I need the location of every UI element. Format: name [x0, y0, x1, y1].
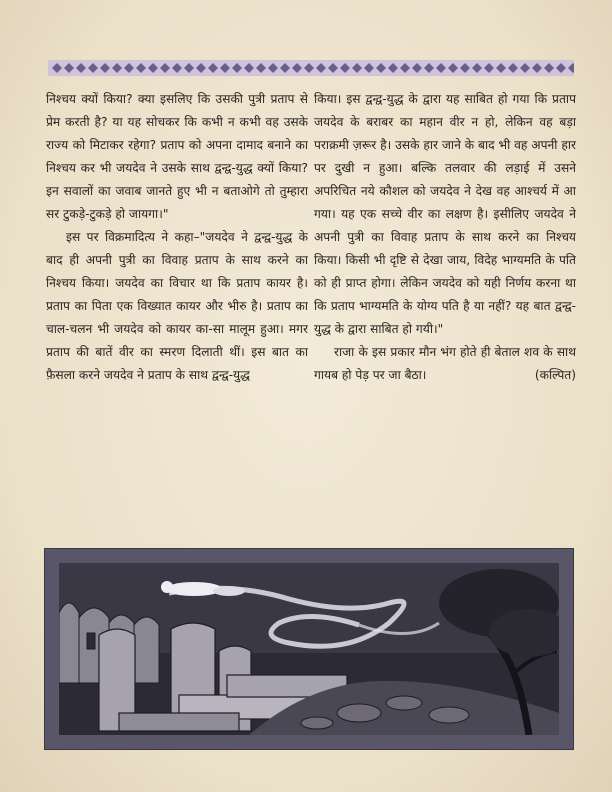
paragraph: इस पर विक्रमादित्य ने कहा–"जयदेव ने द्वन्द्व-युद्ध के बाद ही अपनी पुत्री का विवाह प्रताप के साथ करने का निश्चय किया। जयदेव का विचार था कि प्रताप कायर है। प्रताप का पिता एक विख्यात कायर और भीरु है। प्रताप का चाल-चलन भी जयदेव को कायर का-सा मालूम हुआ। मगर प्रताप की बातें वीर का स्मरण दिलाती थीं। इस बात का फ़ैसला करने जयदेव ने प्रताप के साथ द्वन्द्व-युद्ध: [46, 230, 308, 382]
article-left-column: [46, 88, 308, 536]
decorative-border-band: [48, 60, 574, 76]
article-right-column: [314, 88, 576, 536]
illustration-frame: [44, 548, 574, 750]
story-signature: (कल्पित): [534, 368, 576, 382]
paragraph: निश्चय क्यों किया? क्या इसलिए कि उसकी पुत्री प्रताप से प्रेम करती है? या यह सोचकर कि कभी न कभी वह उसके राज्य को मिटाकर रहेगा? प्रताप को अपना दामाद बनाने का निश्चय कर भी जयदेव ने उसके साथ द्वन्द्व-युद्ध क्यों किया? इन सवालों का जवाब जानते हुए भी न बताओगे तो तुम्हारा सर टुकड़े-टुकड़े हो जायगा।": [46, 92, 308, 221]
article-body: [46, 88, 576, 536]
paragraph: किया। इस द्वन्द्व-युद्ध के द्वारा यह साबित हो गया कि प्रताप जयदेव के बराबर का महान वीर न हो, लेकिन वह बड़ा पराक्रमी ज़रूर है। उसके हार जाने के बाद भी वह अपनी हार पर दुखी न हुआ। बल्कि तलवार की लड़ाई में उसने अपरिचित नये कौशल को जयदेव ने देख वह आश्चर्य में आ गया। यह एक सच्चे वीर का लक्षण है। इसीलिए जयदेव ने अपनी पुत्री का विवाह प्रताप के साथ करने का निश्चय किया। किसी भी दृष्टि से देखा जाय, विदेह भाग्यमति के पति को ही प्राप्त होगा। लेकिन जयदेव को यही निर्णय करना था कि प्रताप भाग्यमति के योग्य पति है या नहीं? यह बात द्वन्द्व-युद्ध के द्वारा साबित हो गयी।": [314, 92, 576, 336]
vetal-graveyard-illustration: [59, 563, 559, 735]
paragraph: राजा के इस प्रकार मौन भंग होते ही बेताल शव के साथ गायब हो पेड़ पर जा बैठा।: [314, 345, 576, 382]
